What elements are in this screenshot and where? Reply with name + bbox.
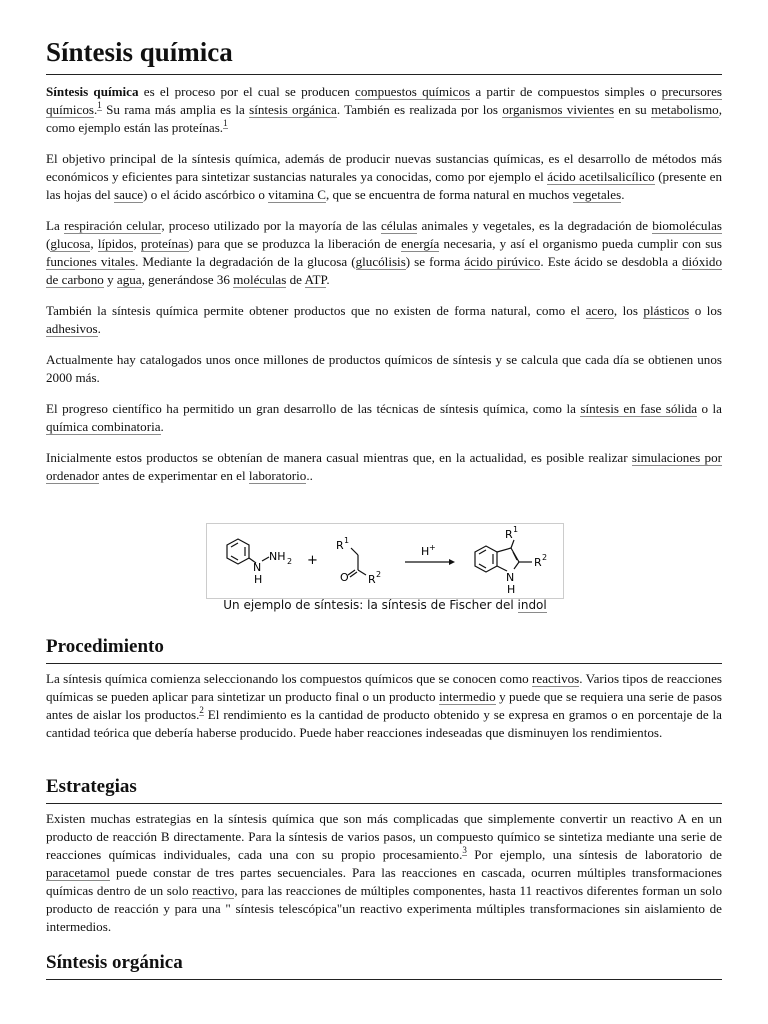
link-lipidos[interactable]: lípidos [97, 235, 134, 251]
page-title: Síntesis química [46, 38, 722, 75]
link-simulaciones-por-ordenador[interactable]: simulaciones por ordenador [46, 449, 722, 483]
link-proteinas[interactable]: proteínas [140, 235, 189, 251]
text: Existen muchas estrategias en la síntesis química que son más complicadas que simplemente convertir un reactivo A en un producto de reacción B directamente. Para la síntesis de varios pasos, un compuesto químico se sintetiza mediante una serie de reacciones químicas individuales, cada una con su propio procesamiento. [46, 810, 722, 862]
link-sintesis-organica[interactable]: síntesis orgánica [249, 101, 337, 117]
paragraph-procedimiento [46, 670, 722, 742]
link-paracetamol[interactable]: paracetamol [46, 864, 110, 880]
link-respiracion-celular[interactable]: respiración celular [63, 217, 162, 233]
heading-estrategias: Estrategias [46, 776, 722, 804]
text: El progreso científico ha permitido un gran desarrollo de las técnicas de síntesis química, como la [46, 400, 581, 416]
text: , generándose 36 [141, 271, 234, 287]
r2-sup: 2 [376, 570, 382, 579]
text: Actualmente hay catalogados unos once millones de productos químicos de síntesis y se calcula que cada día se obtienen unos 2000 más. [46, 351, 722, 385]
link-glucosa[interactable]: glucosa [50, 235, 91, 251]
paragraph-progreso [46, 400, 722, 436]
reference-3[interactable]: 3 [462, 844, 467, 855]
reaction-arrow [405, 559, 455, 565]
r1-group: R [336, 539, 344, 552]
section-sintesis-organica [46, 952, 722, 980]
text: , proceso utilizado por la mayoría de las [161, 217, 381, 233]
reference-1b[interactable]: 1 [223, 117, 228, 128]
paragraph-catalogados [46, 351, 722, 387]
text: Inicialmente estos productos se obtenían de manera casual mientras que, en la actualidad, es posible realizar [46, 449, 632, 465]
text: Su rama más amplia es la [101, 101, 250, 117]
text: , para las reacciones de múltiples componentes, hasta 11 reactivos diferentes forman un solo producto de reacción y para una " síntesis telescópica"un reactivo experimenta múltiples transformaciones sin aislamiento de intermedios. [46, 882, 723, 934]
text: y [103, 271, 117, 287]
text: animales y vegetales, es la degradación de [417, 217, 653, 233]
link-funciones-vitales[interactable]: funciones vitales [46, 253, 136, 269]
text: . [94, 101, 98, 117]
link-biomoleculas[interactable]: biomoléculas [652, 217, 723, 233]
text: necesaria, y así el organismo pueda cumplir con sus [439, 235, 723, 251]
text: La síntesis química comienza seleccionando los compuestos químicos que se conocen como [46, 670, 533, 686]
text: . Mediante la degradación de la glucosa ( [135, 253, 356, 269]
section-procedimiento [46, 636, 722, 742]
product-r2: R [534, 556, 542, 569]
article [46, 0, 723, 973]
text: puede constar de tres partes secuenciales. Para las reacciones en cascada, ocurren múltiples transformaciones químicas dentro de un solo [46, 864, 722, 898]
r1-sup: 1 [344, 536, 350, 545]
atom-nh2: NH [269, 550, 286, 563]
text: , como ejemplo están las proteínas. [46, 101, 722, 135]
link-laboratorio[interactable]: laboratorio [248, 467, 307, 483]
text: ) se forma [405, 253, 465, 269]
atom-h: H [254, 573, 263, 586]
heading-sintesis-organica: Síntesis orgánica [46, 952, 722, 980]
text: , [90, 235, 98, 251]
caption-text: Un ejemplo de síntesis: la síntesis de Fischer del [223, 598, 518, 612]
link-sauce[interactable]: sauce [114, 186, 144, 202]
link-plasticos[interactable]: plásticos [643, 302, 690, 318]
link-reactivos[interactable]: reactivos [532, 670, 580, 686]
atom-n: N [253, 561, 262, 574]
text: o la [697, 400, 722, 416]
plus-sign: + [307, 553, 318, 568]
product-r1: R [505, 528, 513, 541]
link-quimica-combinatoria[interactable]: química combinatoria [46, 418, 161, 434]
link-vitamina-c[interactable]: vitamina C [268, 186, 326, 202]
text: o los [689, 302, 723, 318]
text: El rendimiento es la cantidad de producto obtenido y se expresa en gramos o en porcentaje de la cantidad teórica que debería haberse producido. Puede haber reacciones indeseadas que disminuyen los rendimientos. [46, 706, 722, 740]
text: ) o el ácido ascórbico o [143, 186, 269, 202]
text: de [286, 271, 305, 287]
subscript-2: 2 [287, 557, 293, 566]
link-glucolisis[interactable]: glucólisis [355, 253, 406, 269]
text: (presente en las hojas del [46, 168, 722, 202]
text: , [133, 235, 141, 251]
text: . Varios tipos de reacciones químicas se pueden aplicar para sintetizar un producto final o un producto [46, 670, 723, 704]
text: . También es realizada por los [336, 101, 503, 117]
link-acero[interactable]: acero [585, 302, 614, 318]
text: ( [46, 235, 51, 251]
atom-o: O [340, 571, 349, 584]
link-sintesis-fase-solida[interactable]: síntesis en fase sólida [580, 400, 698, 416]
reaction-scheme [207, 524, 563, 598]
link-intermedio[interactable]: intermedio [438, 688, 496, 704]
reactant-ketone [348, 548, 366, 577]
link-atp[interactable]: ATP [304, 271, 327, 287]
text: y puede que se requiera una serie de pasos antes de aislar los productos. [46, 688, 722, 722]
product-n: N [506, 571, 515, 584]
heading-procedimiento: Procedimiento [46, 636, 722, 664]
product-r2-sup: 2 [542, 553, 548, 562]
text: La [46, 217, 64, 233]
paragraph-estrategias [46, 810, 722, 936]
product-h: H [507, 583, 516, 596]
product-r1-sup: 1 [513, 525, 519, 534]
text: .. [306, 467, 313, 483]
text: También la síntesis química permite obtener productos que no existen de forma natural, como el [46, 302, 586, 318]
link-organismos-vivientes[interactable]: organismos vivientes [502, 101, 615, 117]
text: . Este ácido se desdobla a [540, 253, 682, 269]
paragraph-intro [46, 83, 722, 137]
link-metabolismo[interactable]: metabolismo [651, 101, 719, 117]
figure-caption [206, 598, 564, 612]
product-indole [475, 540, 532, 572]
reference-1[interactable]: 1 [97, 99, 102, 110]
link-acido-acetilsalicilico[interactable]: ácido acetilsalicílico [547, 168, 655, 184]
text: . [621, 186, 625, 202]
link-reactivo[interactable]: reactivo [192, 882, 235, 898]
reference-2[interactable]: 2 [199, 704, 204, 715]
r2-group: R [368, 573, 376, 586]
text: a partir de compuestos simples o [470, 83, 662, 99]
text: . [97, 320, 101, 336]
paragraph-acero [46, 302, 722, 338]
link-vegetales[interactable]: vegetales [572, 186, 622, 202]
text: en su [614, 101, 652, 117]
text: . [160, 418, 164, 434]
text: es el proceso por el cual se producen [138, 83, 356, 99]
text: , los [613, 302, 644, 318]
text: ) para que se produzca la liberación de [188, 235, 402, 251]
link-indol[interactable]: indol [517, 598, 547, 612]
reactant-phenylhydrazine [227, 539, 269, 564]
link-agua[interactable]: agua [116, 271, 142, 287]
text: , que se encuentra de forma natural en muchos [326, 186, 573, 202]
text: . [326, 271, 330, 287]
link-precursores-quimicos[interactable]: precursores químicos [46, 83, 723, 117]
text: El objetivo principal de la síntesis química, además de producir nuevas sustancias químicas, es el desarrollo de métodos más económicos y eficientes para sintetizar sustancias naturales ya conocidas, como por ejemplo el [46, 150, 722, 184]
text: Por ejemplo, una síntesis de laboratorio de [466, 846, 722, 862]
fischer-indole-figure [206, 523, 564, 599]
paragraph-respiracion [46, 217, 722, 289]
link-acido-piruvico[interactable]: ácido pirúvico [464, 253, 541, 269]
link-adhesivos[interactable]: adhesivos [46, 320, 98, 336]
link-celulas[interactable]: células [380, 217, 418, 233]
link-compuestos-quimicos[interactable]: compuestos químicos [355, 83, 471, 99]
bold-term: Síntesis química [46, 83, 139, 99]
text: antes de experimentar en el [99, 467, 249, 483]
catalyst-h: H [421, 545, 430, 558]
catalyst-plus: + [429, 543, 436, 552]
section-estrategias [46, 776, 722, 936]
paragraph-objetivo [46, 150, 722, 204]
link-energia[interactable]: energía [401, 235, 440, 251]
link-moleculas[interactable]: moléculas [233, 271, 287, 287]
link-dioxido-de-carbono[interactable]: dióxido de carbono [46, 253, 723, 287]
paragraph-inicialmente [46, 449, 722, 485]
